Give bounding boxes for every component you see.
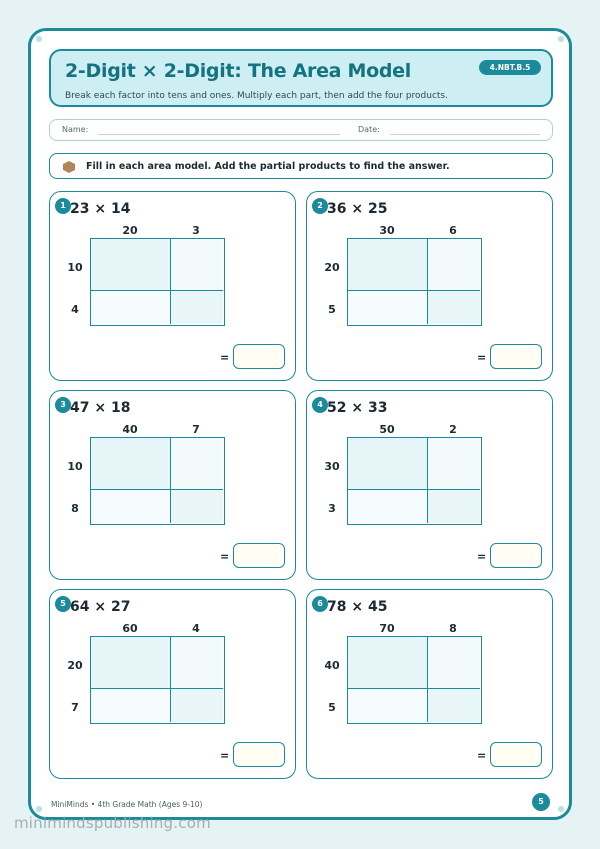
area-cell-tens-ones[interactable] (428, 637, 480, 689)
row-label-ones: 4 (71, 303, 79, 316)
problem-card (49, 390, 296, 580)
row-label-ones: 5 (328, 303, 336, 316)
instructions-box (49, 153, 553, 179)
problem-card (306, 390, 553, 580)
problem-expression: 47 × 18 (70, 400, 131, 416)
area-cell-tens-ones[interactable] (428, 438, 480, 490)
area-cell-tens-ones[interactable] (171, 637, 223, 689)
equals-sign: = (220, 749, 230, 762)
equals-sign: = (477, 550, 487, 563)
equals-sign: = (477, 351, 487, 364)
column-label-tens: 20 (122, 224, 138, 237)
problem-number-badge: 1 (55, 198, 71, 214)
area-cell-ones-ones[interactable] (428, 490, 480, 523)
answer-box[interactable] (233, 344, 285, 369)
name-field[interactable] (98, 134, 340, 135)
column-label-ones: 2 (449, 423, 457, 436)
column-label-ones: 4 (192, 622, 200, 635)
problem-card (306, 589, 553, 779)
area-cell-tens-tens[interactable] (348, 637, 428, 689)
worksheet-page (28, 28, 572, 820)
problem-expression: 36 × 25 (327, 201, 388, 217)
area-model-grid (347, 636, 482, 724)
problem-expression: 78 × 45 (327, 599, 388, 615)
area-cell-tens-tens[interactable] (91, 438, 171, 490)
standard-badge: 4.NBT.B.5 (479, 60, 541, 75)
area-cell-tens-ones[interactable] (171, 239, 223, 291)
name-date-bar (49, 119, 553, 141)
worksheet-header (49, 49, 553, 107)
area-cell-tens-tens[interactable] (91, 637, 171, 689)
problem-expression: 64 × 27 (70, 599, 131, 615)
column-label-ones: 6 (449, 224, 457, 237)
equals-sign: = (477, 749, 487, 762)
column-label-tens: 40 (122, 423, 138, 436)
row-label-tens: 20 (324, 261, 340, 274)
row-label-ones: 8 (71, 502, 79, 515)
area-cell-tens-ones[interactable] (171, 438, 223, 490)
column-label-tens: 50 (379, 423, 395, 436)
problem-number-badge: 2 (312, 198, 328, 214)
problem-card (306, 191, 553, 381)
area-cell-ones-ones[interactable] (428, 689, 480, 722)
row-label-ones: 7 (71, 701, 79, 714)
corner-dot (558, 806, 564, 812)
answer-box[interactable] (490, 543, 542, 568)
corner-dot (558, 36, 564, 42)
row-label-tens: 30 (324, 460, 340, 473)
problem-number-badge: 4 (312, 397, 328, 413)
equals-sign: = (220, 550, 230, 563)
row-label-ones: 5 (328, 701, 336, 714)
problem-number-badge: 5 (55, 596, 71, 612)
area-cell-ones-tens[interactable] (348, 689, 428, 722)
instructions-text: Fill in each area model. Add the partial products to find the answer. (86, 161, 450, 172)
area-cell-tens-tens[interactable] (91, 239, 171, 291)
area-cell-tens-tens[interactable] (348, 239, 428, 291)
answer-box[interactable] (490, 344, 542, 369)
problem-card (49, 589, 296, 779)
page-title: 2-Digit × 2-Digit: The Area Model (65, 60, 411, 82)
area-model-grid (90, 437, 225, 525)
area-cell-ones-ones[interactable] (428, 291, 480, 324)
column-label-ones: 3 (192, 224, 200, 237)
area-cell-ones-tens[interactable] (91, 291, 171, 324)
answer-box[interactable] (233, 543, 285, 568)
page-number-badge: 5 (532, 793, 550, 811)
corner-dot (36, 36, 42, 42)
problem-card (49, 191, 296, 381)
area-model-grid (347, 437, 482, 525)
problem-number-badge: 6 (312, 596, 328, 612)
answer-box[interactable] (233, 742, 285, 767)
area-model-grid (90, 238, 225, 326)
hexagon-icon (63, 161, 75, 173)
column-label-ones: 7 (192, 423, 200, 436)
row-label-tens: 40 (324, 659, 340, 672)
area-cell-ones-ones[interactable] (171, 689, 223, 722)
row-label-tens: 10 (67, 460, 83, 473)
area-model-grid (90, 636, 225, 724)
equals-sign: = (220, 351, 230, 364)
row-label-tens: 20 (67, 659, 83, 672)
date-label: Date: (358, 125, 380, 134)
column-label-ones: 8 (449, 622, 457, 635)
column-label-tens: 60 (122, 622, 138, 635)
area-cell-ones-tens[interactable] (91, 490, 171, 523)
corner-dot (36, 806, 42, 812)
watermark: minimindspublishing.com (14, 814, 211, 832)
column-label-tens: 70 (379, 622, 395, 635)
area-cell-ones-ones[interactable] (171, 291, 223, 324)
area-cell-ones-tens[interactable] (348, 490, 428, 523)
problem-number-badge: 3 (55, 397, 71, 413)
name-label: Name: (62, 125, 89, 134)
footer-text: MiniMinds • 4th Grade Math (Ages 9-10) (51, 800, 203, 809)
row-label-ones: 3 (328, 502, 336, 515)
date-field[interactable] (390, 134, 540, 135)
page-subtitle: Break each factor into tens and ones. Multiply each part, then add the four products. (65, 91, 448, 101)
area-cell-ones-tens[interactable] (91, 689, 171, 722)
area-model-grid (347, 238, 482, 326)
problem-expression: 52 × 33 (327, 400, 388, 416)
area-cell-ones-ones[interactable] (171, 490, 223, 523)
area-cell-ones-tens[interactable] (348, 291, 428, 324)
problem-expression: 23 × 14 (70, 201, 131, 217)
area-cell-tens-tens[interactable] (348, 438, 428, 490)
column-label-tens: 30 (379, 224, 395, 237)
area-cell-tens-ones[interactable] (428, 239, 480, 291)
answer-box[interactable] (490, 742, 542, 767)
row-label-tens: 10 (67, 261, 83, 274)
